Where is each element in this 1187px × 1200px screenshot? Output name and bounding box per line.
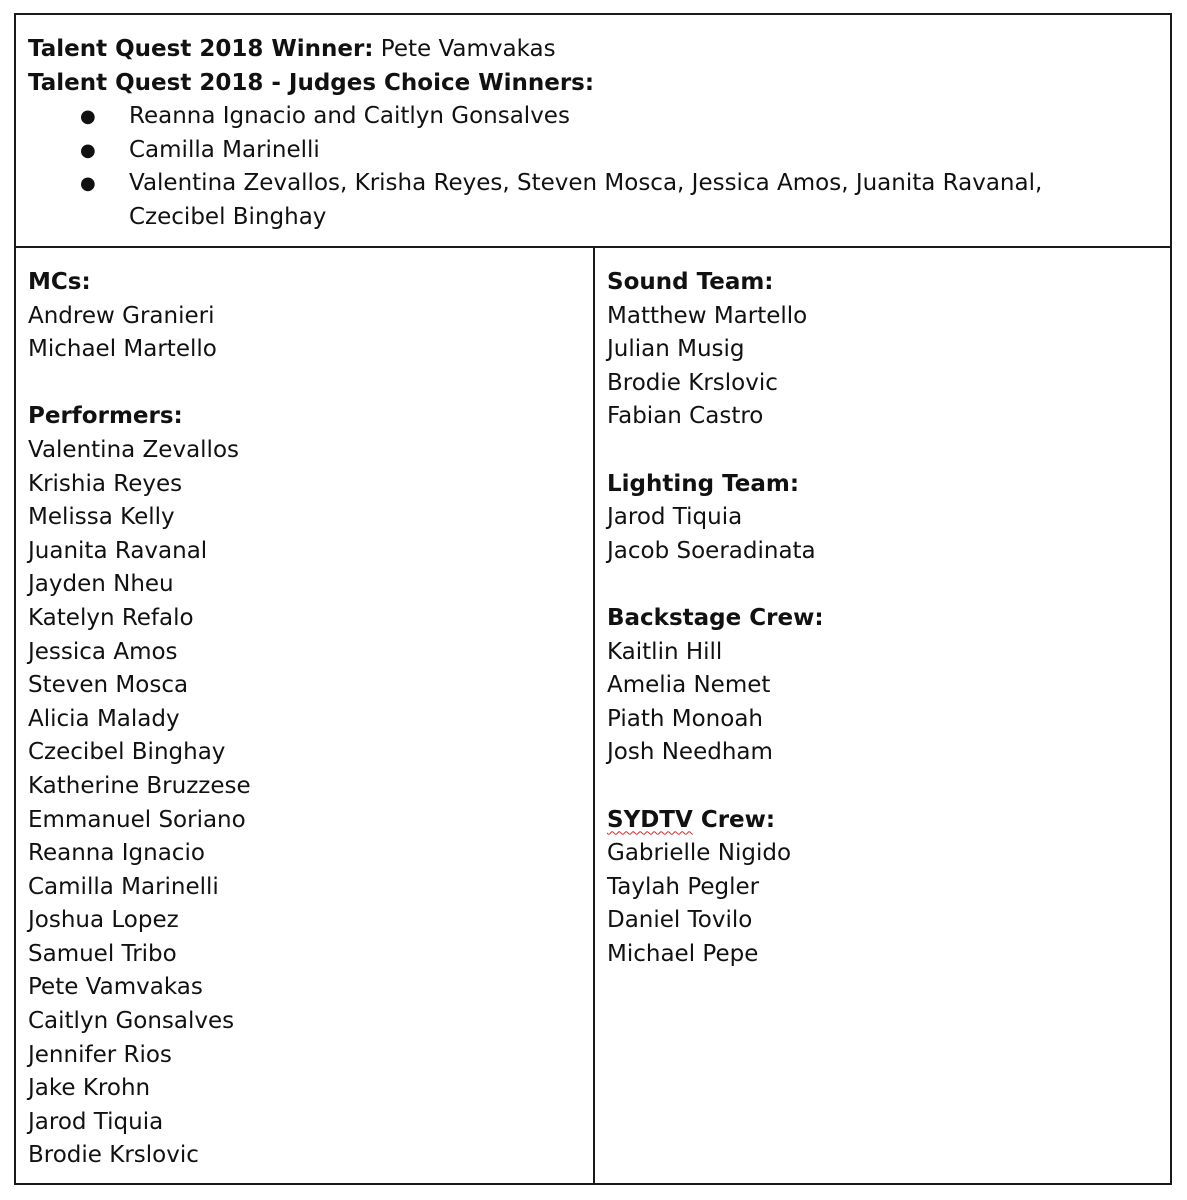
list-item: Joshua Lopez — [28, 907, 179, 934]
right-column — [595, 248, 1170, 1183]
list-item: Valentina Zevallos — [28, 436, 239, 463]
list-item: Gabrielle Nigido — [607, 840, 792, 867]
sydtv-crew-section — [607, 804, 1158, 972]
list-item: Jennifer Rios — [28, 1041, 172, 1068]
list-item: Melissa Kelly — [28, 504, 175, 531]
list-item: Brodie Krslovic — [607, 369, 778, 396]
list-item: Matthew Martello — [607, 302, 808, 329]
list-item: Steven Mosca — [28, 672, 189, 699]
list-item: Jayden Nheu — [28, 571, 174, 598]
sound-team-section — [607, 266, 1158, 434]
bullet-icon: ● — [80, 106, 96, 128]
list-item — [28, 134, 1158, 168]
mcs-section — [28, 266, 581, 367]
left-column — [16, 248, 595, 1183]
list-item: Jessica Amos — [28, 638, 178, 665]
list-item: Taylah Pegler — [607, 873, 760, 900]
list-item: Emmanuel Soriano — [28, 806, 246, 833]
winners-cell — [16, 15, 1170, 248]
spellcheck-word: SYDTV — [607, 806, 693, 833]
list-item: Pete Vamvakas — [28, 974, 203, 1001]
sydtv-crew-heading — [607, 804, 1158, 838]
lighting-team-heading: Lighting Team: — [607, 470, 800, 497]
list-item: Josh Needham — [607, 739, 773, 766]
performers-section — [28, 400, 581, 1173]
list-item: Jarod Tiquia — [28, 1108, 164, 1135]
judges-choice-heading: Talent Quest 2018 - Judges Choice Winners: — [28, 69, 595, 96]
backstage-crew-section — [607, 602, 1158, 770]
judges-choice-item: Camilla Marinelli — [129, 136, 320, 163]
list-item: Kaitlin Hill — [607, 638, 723, 665]
list-item — [28, 167, 1158, 234]
list-item: Jacob Soeradinata — [607, 537, 816, 564]
lighting-team-section — [607, 468, 1158, 569]
list-item: Daniel Tovilo — [607, 907, 753, 934]
list-item: Piath Monoah — [607, 705, 763, 732]
mcs-heading: MCs: — [28, 269, 91, 295]
list-item: Samuel Tribo — [28, 940, 177, 967]
performers-heading: Performers: — [28, 403, 183, 430]
list-item: Krishia Reyes — [28, 470, 183, 497]
list-item: Andrew Granieri — [28, 302, 215, 329]
list-item: Juanita Ravanal — [28, 537, 208, 564]
list-item: Brodie Krslovic — [28, 1142, 199, 1169]
winner-label: Talent Quest 2018 Winner: — [28, 36, 374, 62]
list-item: Reanna Ignacio — [28, 840, 205, 867]
judges-choice-list — [28, 100, 1158, 234]
list-item: Caitlyn Gonsalves — [28, 1008, 235, 1035]
backstage-crew-heading: Backstage Crew: — [607, 604, 824, 631]
list-item — [28, 100, 1158, 134]
list-item: Katherine Bruzzese — [28, 772, 251, 799]
list-item: Michael Martello — [28, 336, 217, 363]
list-item: Michael Pepe — [607, 940, 759, 967]
list-item: Jarod Tiquia — [607, 504, 743, 531]
credits-table — [14, 13, 1172, 1185]
bullet-icon: ● — [80, 173, 96, 195]
list-item: Jake Krohn — [28, 1075, 151, 1102]
list-item: Czecibel Binghay — [28, 739, 226, 766]
sound-team-heading: Sound Team: — [607, 269, 774, 295]
judges-choice-item: Valentina Zevallos, Krisha Reyes, Steven Mosca, Jessica Amos, Juanita Ravanal, Czecibel Binghay — [129, 170, 1043, 230]
list-item: Fabian Castro — [607, 403, 764, 430]
winner-name: Pete Vamvakas — [380, 36, 556, 62]
list-item: Katelyn Refalo — [28, 604, 194, 631]
list-item: Julian Musig — [607, 336, 745, 363]
winner-line — [28, 33, 1158, 67]
list-item: Amelia Nemet — [607, 672, 771, 699]
list-item: Alicia Malady — [28, 705, 180, 732]
judges-choice-item: Reanna Ignacio and Caitlyn Gonsalves — [129, 103, 570, 130]
bullet-icon: ● — [80, 139, 96, 161]
sydtv-heading-rest: Crew: — [692, 806, 776, 833]
list-item: Camilla Marinelli — [28, 873, 219, 900]
